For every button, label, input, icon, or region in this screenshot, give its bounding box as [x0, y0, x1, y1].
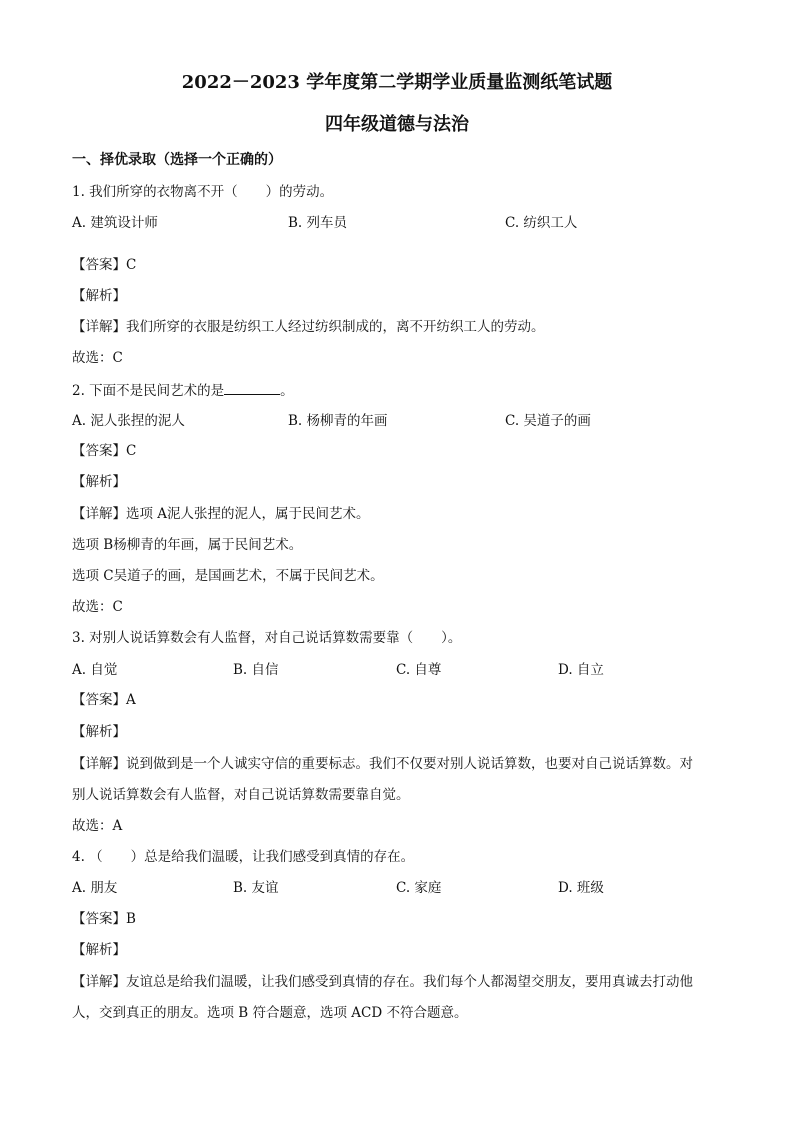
option: C. 家庭	[396, 880, 442, 896]
stem-part: 1. 我们所穿的衣物离不开（	[72, 184, 238, 200]
analysis-label: 【解析】	[72, 942, 126, 958]
option: A. 自觉	[72, 662, 118, 678]
option: A. 泥人张捏的泥人	[72, 413, 185, 429]
answer: 【答案】C	[72, 257, 137, 273]
option: C. 纺织工人	[505, 215, 578, 231]
analysis-label: 【解析】	[72, 288, 126, 304]
option: B. 友谊	[233, 880, 279, 896]
detail-text: 选项 B杨柳青的年画，属于民间艺术。	[72, 537, 303, 553]
answer-blank	[224, 380, 280, 395]
document-subtitle: 四年级道德与法治	[325, 114, 469, 135]
stem-part: 2. 下面不是民间艺术的是	[72, 383, 225, 399]
section-heading: 一、择优录取（选择一个正确的）	[72, 152, 282, 168]
answer: 【答案】B	[72, 911, 136, 927]
analysis-label: 【解析】	[72, 724, 126, 740]
option: B. 杨柳青的年画	[288, 413, 388, 429]
question-stem	[72, 847, 414, 867]
result-text: 故选：C	[72, 350, 123, 366]
stem-part: ）总是给我们温暖，让我们感受到真情的存在。	[130, 849, 415, 865]
stem-part: 3. 对别人说话算数会有人监督，对自己说话算数需要靠（	[72, 630, 414, 646]
stem-part: 。	[280, 383, 294, 399]
option: A. 建筑设计师	[72, 215, 158, 231]
detail-text: 别人说话算数会有人监督，对自己说话算数需要靠自觉。	[72, 787, 410, 803]
detail-text: 人，交到真正的朋友。选项 B 符合题意，选项 ACD 不符合题意。	[72, 1005, 468, 1021]
option: D. 班级	[558, 880, 604, 896]
result-text: 故选：C	[72, 599, 123, 615]
option: C. 自尊	[396, 662, 442, 678]
document-title: 2022－2023 学年度第二学期学业质量监测纸笔试题	[181, 72, 613, 93]
detail-text: 【详解】我们所穿的衣服是纺织工人经过纺织制成的，离不开纺织工人的劳动。	[72, 319, 545, 335]
option: A. 朋友	[72, 880, 118, 896]
answer: 【答案】A	[72, 692, 136, 708]
option: D. 自立	[558, 662, 604, 678]
question-stem	[72, 628, 461, 648]
question-stem	[72, 380, 294, 401]
question-stem	[72, 182, 333, 202]
stem-part: ）。	[441, 630, 462, 646]
option: B. 自信	[233, 662, 279, 678]
stem-part: ）的劳动。	[265, 184, 334, 200]
option: B. 列车员	[288, 215, 348, 231]
answer: 【答案】C	[72, 443, 137, 459]
detail-text: 选项 C吴道子的画，是国画艺术，不属于民间艺术。	[72, 568, 384, 584]
option: C. 吴道子的画	[505, 413, 591, 429]
detail-text: 【详解】选项 A泥人张捏的泥人，属于民间艺术。	[72, 506, 370, 522]
result-text: 故选：A	[72, 818, 123, 834]
stem-part: 4. （	[72, 849, 103, 865]
analysis-label: 【解析】	[72, 474, 126, 490]
detail-text: 【详解】说到做到是一个人诚实守信的重要标志。我们不仅要对别人说话算数，也要对自己说话算数。对	[72, 756, 693, 772]
detail-text: 【详解】友谊总是给我们温暖，让我们感受到真情的存在。我们每个人都渴望交朋友，要用真诚去打动他	[72, 974, 693, 990]
